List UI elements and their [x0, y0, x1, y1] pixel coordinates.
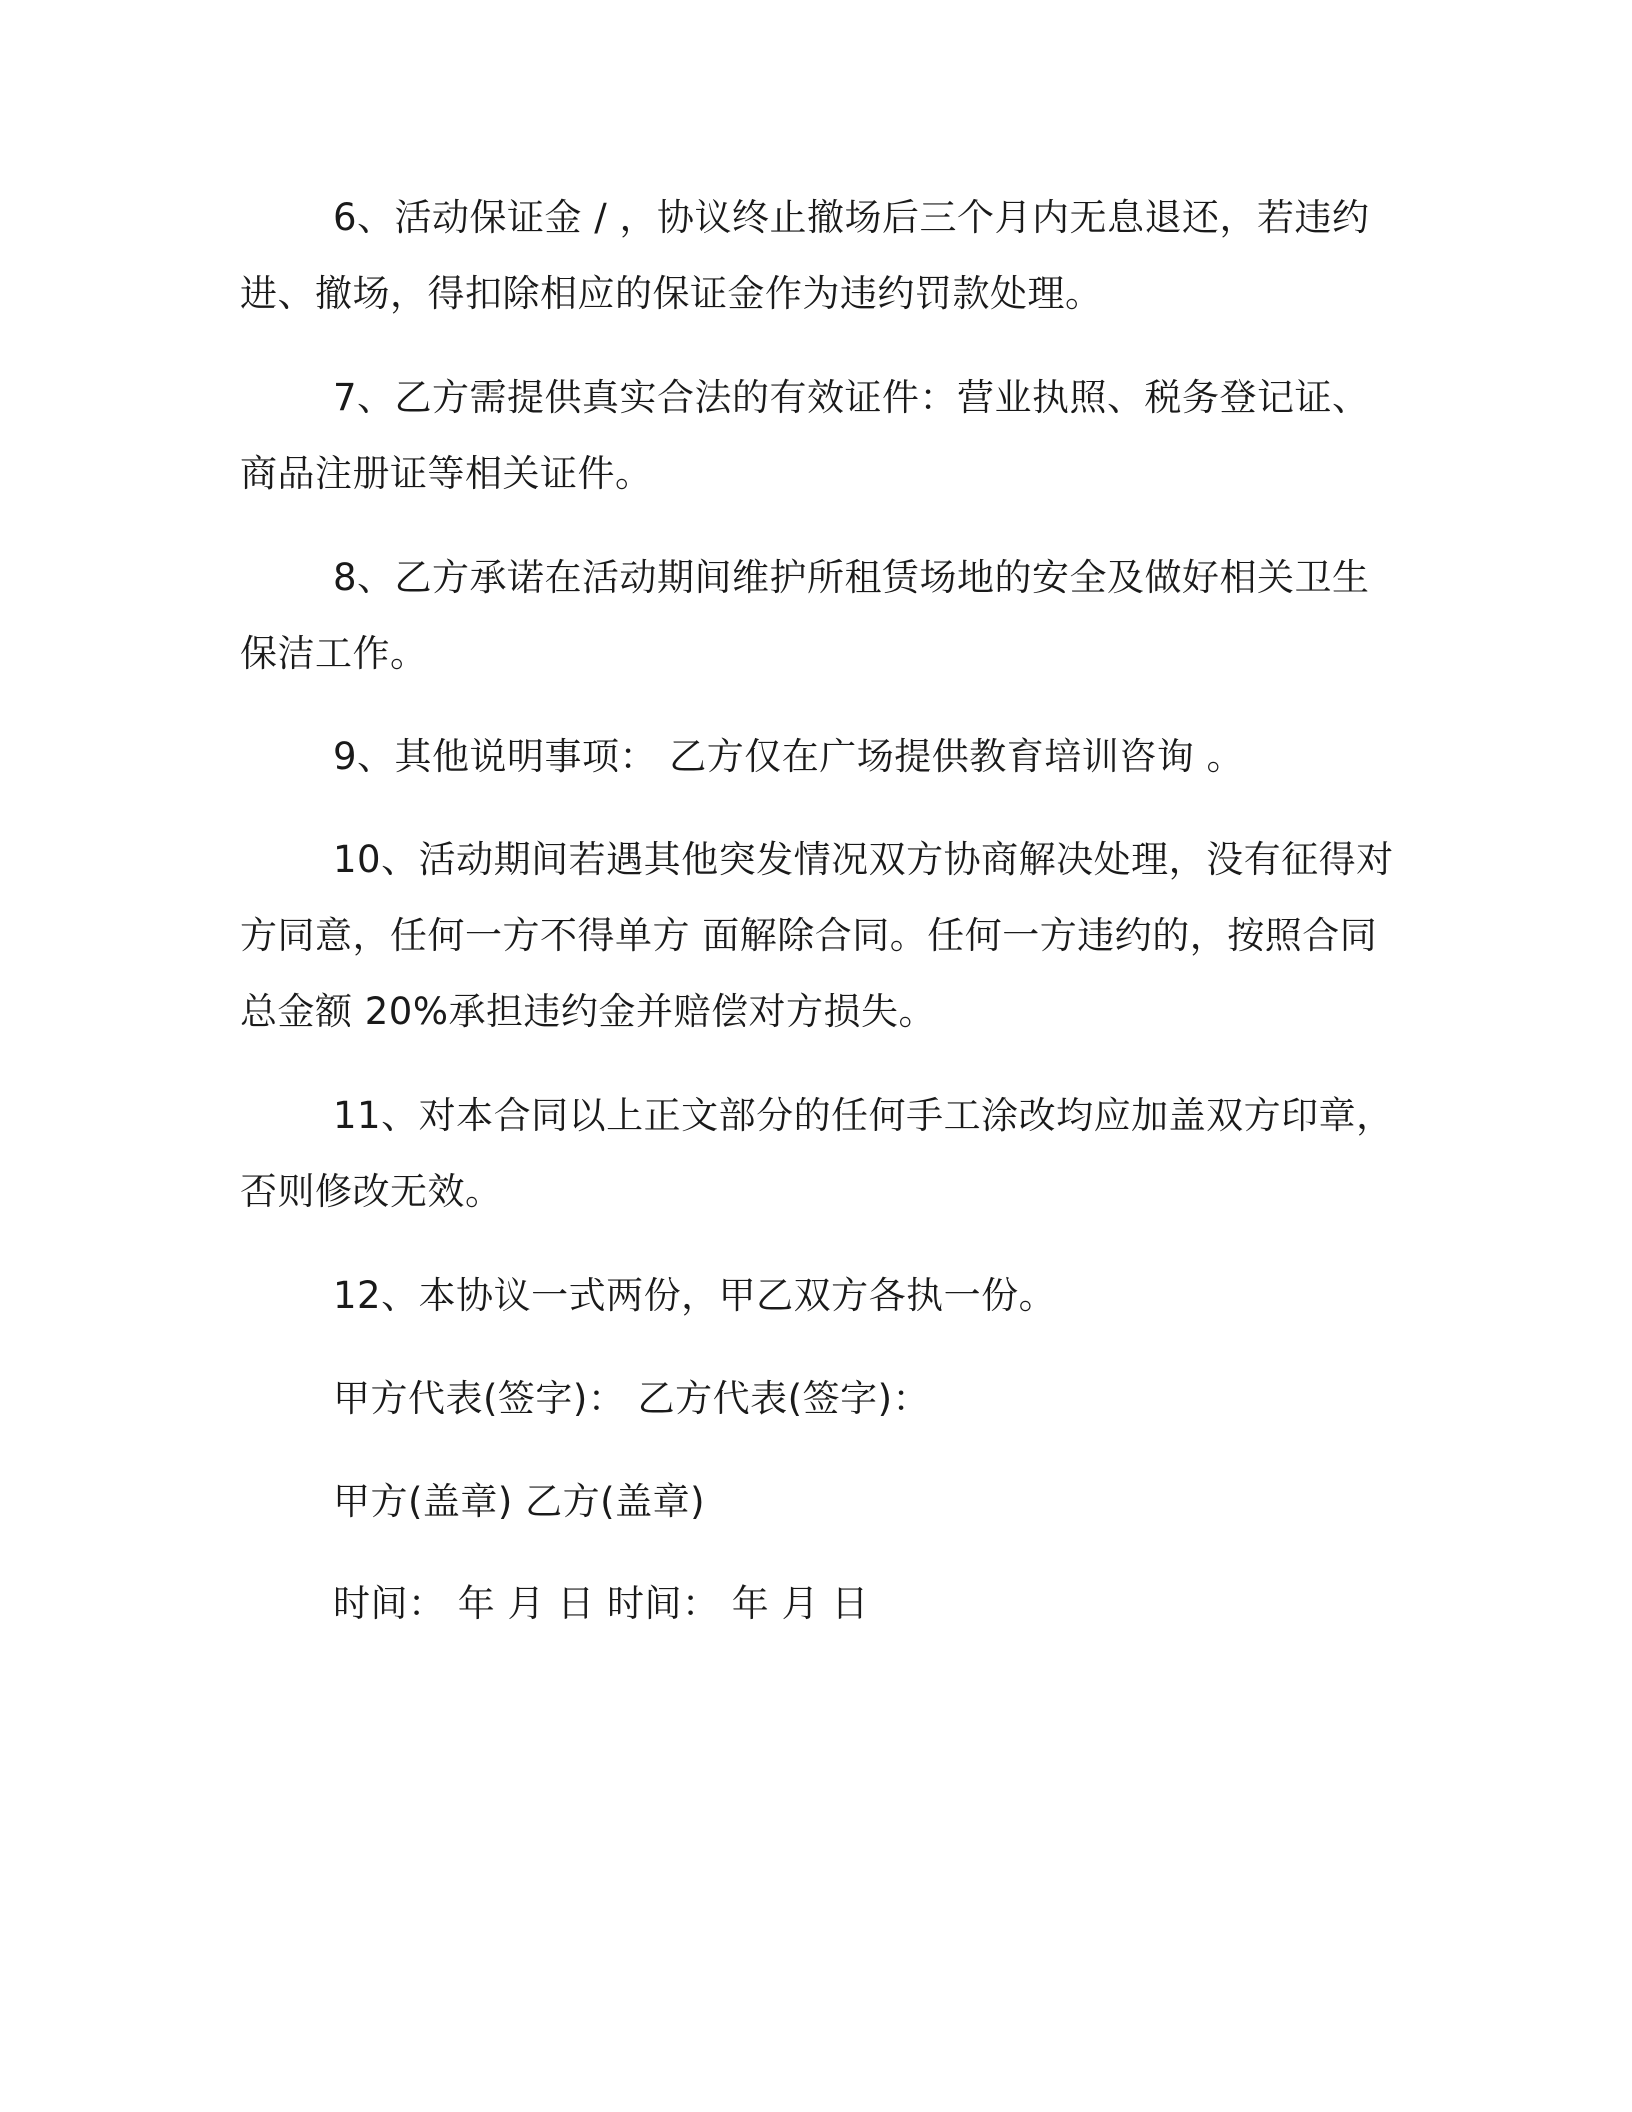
clause-11-line-1: 11、对本合同以上正文部分的任何手工涂改均应加盖双方印章， [333, 1094, 1394, 1137]
signature-dates: 时间： 年 月 日 时间： 年 月 日 [333, 1582, 869, 1625]
signature-representatives: 甲方代表(签字)： 乙方代表(签字)： [333, 1377, 931, 1420]
clause-7-line-1: 7、乙方需提供真实合法的有效证件：营业执照、税务登记证、 [333, 376, 1370, 419]
clause-10-line-2: 方同意，任何一方不得单方 面解除合同。任何一方违约的，按照合同 [240, 914, 1378, 957]
clause-8-line-1: 8、乙方承诺在活动期间维护所租赁场地的安全及做好相关卫生 [333, 556, 1370, 599]
clause-9-line-1: 9、其他说明事项： 乙方仅在广场提供教育培训咨询 。 [333, 735, 1245, 778]
signature-seals: 甲方(盖章) 乙方(盖章) [333, 1480, 706, 1523]
clause-6-line-1: 6、活动保证金 / ，协议终止撤场后三个月内无息退还，若违约 [333, 196, 1370, 239]
clause-10-line-1: 10、活动期间若遇其他突发情况双方协商解决处理，没有征得对 [333, 838, 1394, 881]
clause-7-line-2: 商品注册证等相关证件。 [240, 452, 653, 495]
clause-6-line-2: 进、撤场，得扣除相应的保证金作为违约罚款处理。 [240, 272, 1103, 315]
clause-11-line-2: 否则修改无效。 [240, 1170, 503, 1213]
clause-12-line-1: 12、本协议一式两份，甲乙双方各执一份。 [333, 1274, 1057, 1317]
clause-8-line-2: 保洁工作。 [240, 632, 428, 675]
clause-10-line-3: 总金额 20%承担违约金并赔偿对方损失。 [240, 990, 936, 1033]
